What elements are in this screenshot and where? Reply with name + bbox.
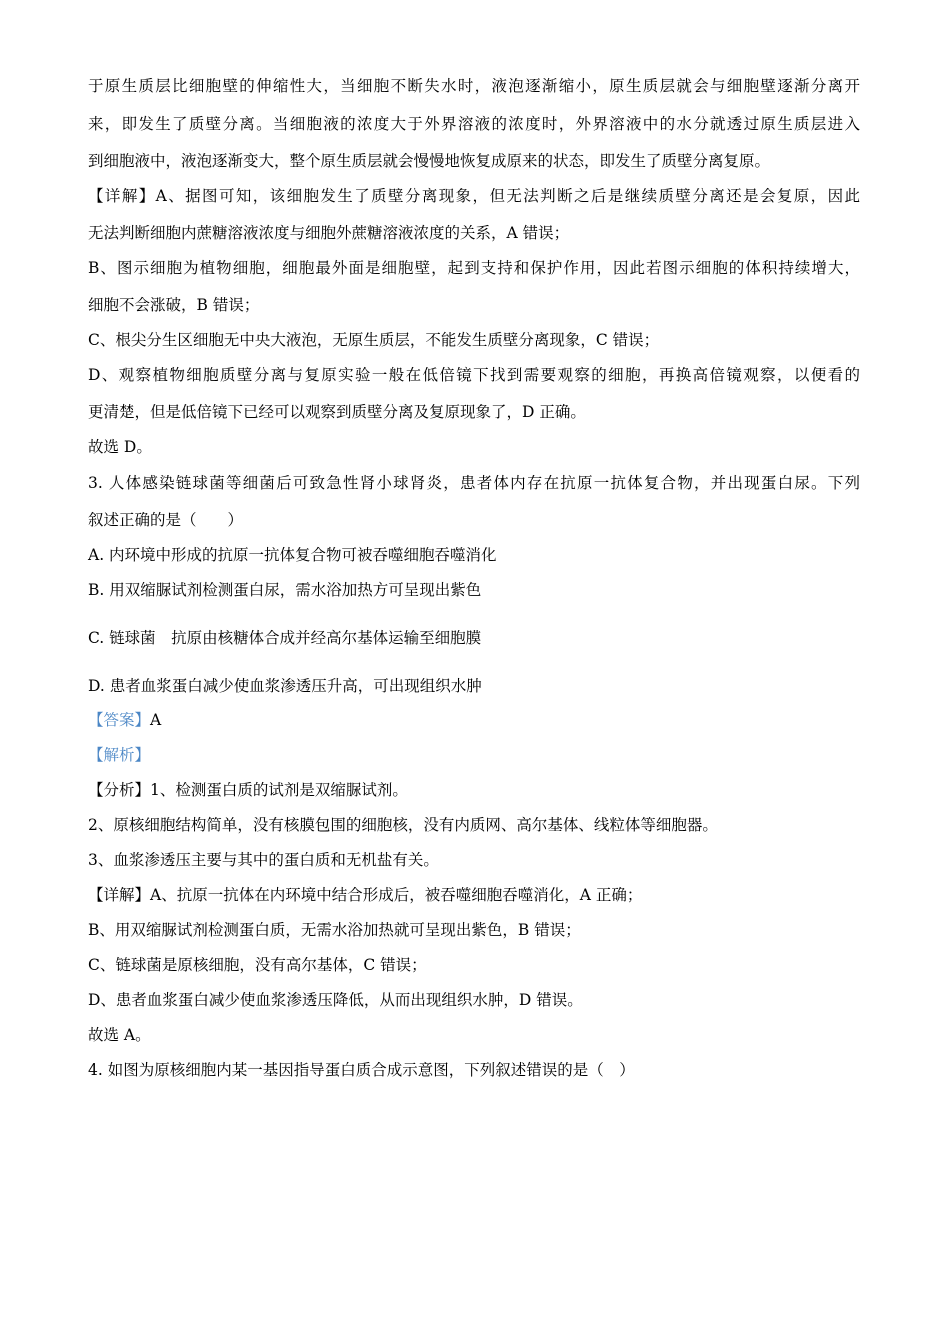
detail-line: 细胞不会涨破，B 错误； — [88, 296, 260, 314]
text-line: 于原生质层比细胞壁的伸缩性大，当细胞不断失水时，液泡逐渐缩小，原生质层就会与细胞壁逐渐分离开 — [88, 77, 860, 95]
analysis-line: 【详解】A、抗原一抗体在内环境中结合形成后，被吞噬细胞吞噬消化，A 正确； — [88, 886, 643, 904]
detail-line: 更清楚，但是低倍镜下已经可以观察到质壁分离及复原现象了，D 正确。 — [88, 403, 586, 421]
analysis-line: C、链球菌是原核细胞，没有高尔基体，C 错误； — [88, 956, 427, 974]
analysis-line: B、用双缩脲试剂检测蛋白质，无需水浴加热就可呈现出紫色，B 错误； — [88, 921, 581, 939]
detail-line: B、图示细胞为植物细胞，细胞最外面是细胞壁，起到支持和保护作用，因此若图示细胞的体积持续增大， — [88, 259, 860, 277]
detail-line: 无法判断细胞内蔗糖溶液浓度与细胞外蔗糖溶液浓度的关系，A 错误； — [88, 224, 570, 242]
analysis-label: 【解析】 — [88, 746, 151, 764]
option-c: C. 链球菌 抗原由核糖体合成并经高尔基体运输至细胞膜 — [88, 629, 482, 647]
option-b: B. 用双缩脲试剂检测蛋白尿，需水浴加热方可呈现出紫色 — [88, 581, 482, 599]
option-a: A. 内环境中形成的抗原一抗体复合物可被吞噬细胞吞噬消化 — [88, 546, 497, 564]
analysis-line: 【分析】1、检测蛋白质的试剂是双缩脲试剂。 — [88, 781, 408, 799]
text-line: 到细胞液中，液泡逐渐变大，整个原生质层就会慢慢地恢复成原来的状态，即发生了质壁分离复原。 — [88, 152, 771, 170]
analysis-line: 3、血浆渗透压主要与其中的蛋白质和无机盐有关。 — [88, 851, 439, 869]
answer-line — [88, 710, 161, 730]
text-line: 来，即发生了质壁分离。当细胞液的浓度大于外界溶液的浓度时，外界溶液中的水分就透过原生质层进入 — [88, 115, 860, 133]
detail-line: 故选 D。 — [88, 438, 152, 456]
answer-value: A — [150, 711, 162, 729]
analysis-line: 故选 A。 — [88, 1026, 151, 1044]
question-3-stem: 3. 人体感染链球菌等细菌后可致急性肾小球肾炎，患者体内存在抗原一抗体复合物，并出现蛋白尿。下列 — [88, 474, 860, 492]
detail-line: 【详解】A、据图可知，该细胞发生了质壁分离现象，但无法判断之后是继续质壁分离还是会复原，因此 — [88, 187, 860, 205]
analysis-line: 2、原核细胞结构简单，没有核膜包围的细胞核，没有内质网、高尔基体、线粒体等细胞器。 — [88, 816, 718, 834]
answer-label: 【答案】 — [88, 711, 151, 729]
question-4-stem: 4. 如图为原核细胞内某一基因指导蛋白质合成示意图，下列叙述错误的是（ ） — [88, 1061, 635, 1079]
analysis-line: D、患者血浆蛋白减少使血浆渗透压降低，从而出现组织水肿，D 错误。 — [88, 991, 583, 1009]
option-d: D. 患者血浆蛋白减少使血浆渗透压升高，可出现组织水肿 — [88, 677, 482, 695]
detail-line: C、根尖分生区细胞无中央大液泡，无原生质层，不能发生质壁分离现象，C 错误； — [88, 331, 660, 349]
detail-line: D、观察植物细胞质壁分离与复原实验一般在低倍镜下找到需要观察的细胞，再换高倍镜观察，以便看的 — [88, 366, 860, 384]
question-3-stem: 叙述正确的是（ ） — [88, 511, 244, 529]
